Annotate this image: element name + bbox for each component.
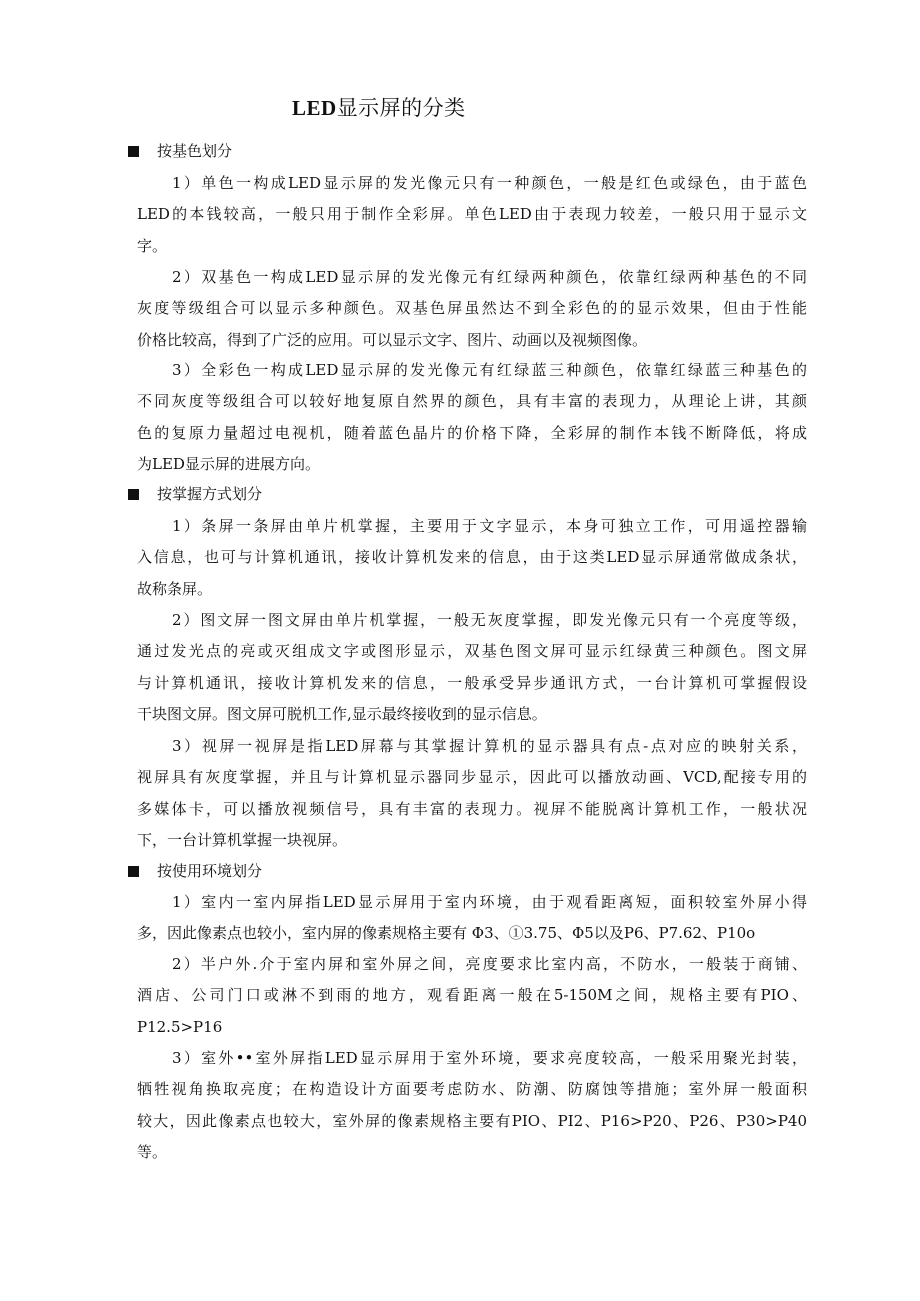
section-heading [128, 483, 262, 505]
document-title-latin: LED [292, 96, 337, 120]
paragraph-line: 较大，因此像素点也较大，室外屏的像素规格主要有PIO、PI2、P16>P20、P26、P30>P40 [137, 1111, 807, 1130]
paragraph [137, 949, 807, 1043]
paragraph [137, 168, 807, 262]
paragraph-line: 下，一台计算机掌握一块视屏。 [137, 830, 348, 849]
paragraph-line: 字。 [137, 236, 168, 255]
paragraph-line: 酒店、公司门口或淋不到雨的地方，观看距离一般在5-150M之间，规格主要有PIO、 [137, 986, 807, 1005]
paragraph-line: 干块图文屏。图文屏可脱机工作,显示最终接收到的显示信息。 [137, 704, 547, 723]
paragraph-line: 为LED显示屏的进展方向。 [137, 454, 320, 473]
square-bullet-icon [128, 489, 139, 500]
paragraph-line: 不同灰度等级组合可以较好地复原自然界的颜色，具有丰富的表现力，从理论上讲，其颜 [137, 392, 807, 411]
paragraph [137, 355, 807, 480]
square-bullet-icon [128, 866, 139, 877]
section-heading [128, 140, 232, 162]
paragraph-line: 与计算机通讯，接收计算机发来的信息，一般承受异步通讯方式，一台计算机可掌握假设 [137, 673, 807, 692]
paragraph-line: LED的本钱较高，一般只用于制作全彩屏。单色LED由于表现力较差，一般只用于显示文 [137, 205, 807, 224]
document-title-text: 显示屏的分类 [336, 96, 466, 120]
paragraph-line: 多，因此像素点也较小，室内屏的像素规格主要有 Φ3、①3.75、Φ5以及P6、P7.62、P10o [137, 924, 756, 943]
document-title [292, 92, 466, 124]
paragraph-line: 等。 [137, 1142, 168, 1161]
paragraph [137, 1043, 807, 1168]
paragraph-line: 2）图文屏一图文屏由单片机掌握，一般无灰度掌握，即发光像元只有一个亮度等级， [172, 611, 807, 629]
section-heading-text: 按基色划分 [157, 142, 233, 160]
paragraph-line: 1）单色一构成LED显示屏的发光像元只有一种颜色，一般是红色或绿色，由于蓝色 [172, 174, 807, 192]
paragraph-line: 价格比较高，得到了广泛的应用。可以显示文字、图片、动画以及视频图像。 [137, 330, 648, 349]
paragraph-line: 3）全彩色一构成LED显示屏的发光像元有红绿蓝三种颜色，依靠红绿蓝三种基色的 [172, 361, 807, 379]
paragraph [137, 887, 807, 950]
paragraph-line: 牺牲视角换取亮度；在构造设计方面要考虑防水、防潮、防腐蚀等措施；室外屏一般面积 [137, 1080, 807, 1099]
paragraph-line: 1）室内一室内屏指LED显示屏用于室内环境，由于观看距离短，面积较室外屏小得 [172, 893, 807, 911]
paragraph [137, 731, 807, 856]
paragraph-line: 1）条屏一条屏由单片机掌握，主要用于文字显示，本身可独立工作，可用遥控器输 [172, 517, 807, 535]
paragraph-line: 色的复原力量超过电视机，随着蓝色晶片的价格下降，全彩屏的制作本钱不断降低，将成 [137, 423, 807, 442]
paragraph-line: 入信息，也可与计算机通讯，接收计算机发来的信息，由于这类LED显示屏通常做成条状， [137, 548, 807, 567]
paragraph-line: 通过发光点的亮或灭组成文字或图形显示，双基色图文屏可显示红绿黄三种颜色。图文屏 [137, 642, 807, 661]
paragraph-line: P12.5>P16 [137, 1017, 223, 1036]
square-bullet-icon [128, 146, 139, 157]
paragraph [137, 605, 807, 730]
paragraph [137, 511, 807, 605]
paragraph-line: 故称条屏。 [137, 579, 213, 598]
paragraph-line: 2）双基色一构成LED显示屏的发光像元有红绿两种颜色，依靠红绿两种基色的不同 [172, 268, 807, 286]
section-heading [128, 860, 262, 882]
section-heading-text: 按使用环境划分 [157, 862, 263, 880]
section-heading-text: 按掌握方式划分 [157, 485, 263, 503]
paragraph-line: 3）室外••室外屏指LED显示屏用于室外环境，要求亮度较高，一般采用聚光封装， [172, 1049, 807, 1067]
paragraph-line: 多媒体卡，可以播放视频信号，具有丰富的表现力。视屏不能脱离计算机工作，一般状况 [137, 799, 807, 818]
paragraph-line: 2）半户外.介于室内屏和室外屏之间，亮度要求比室内高，不防水，一般装于商铺、 [172, 955, 807, 973]
paragraph-line: 灰度等级组合可以显示多种颜色。双基色屏虽然达不到全彩色的的显示效果，但由于性能 [137, 299, 807, 318]
paragraph-line: 视屏具有灰度掌握，并且与计算机显示器同步显示，因此可以播放动画、VCD,配接专用的 [137, 768, 807, 787]
paragraph [137, 262, 807, 356]
paragraph-line: 3）视屏一视屏是指LED屏幕与其掌握计算机的显示器具有点-点对应的映射关系， [172, 737, 807, 755]
